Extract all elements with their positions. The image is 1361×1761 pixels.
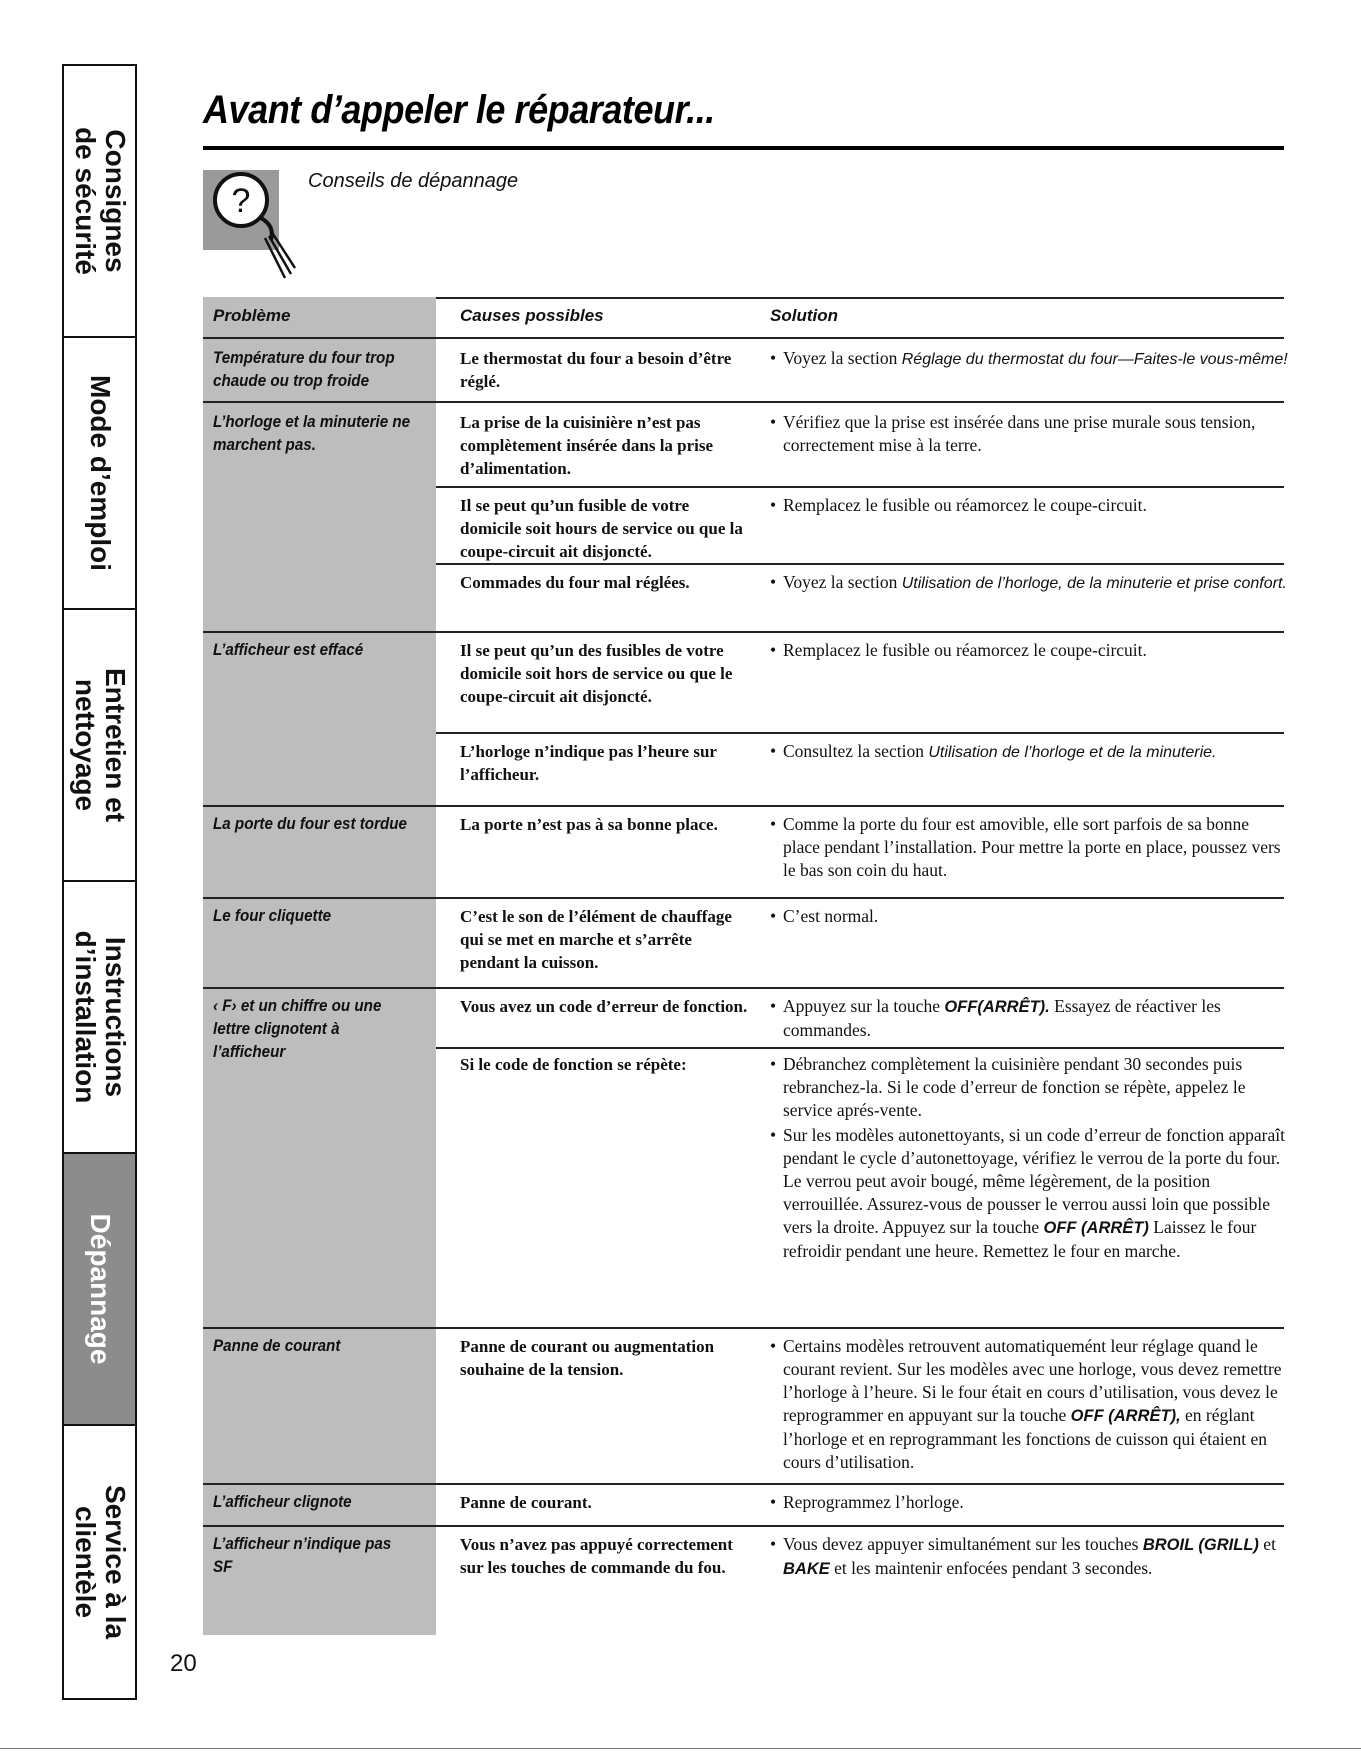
- tab-service-clientele[interactable]: [64, 1426, 135, 1698]
- solution-cell: • Débranchez complètement la cuisinière pendant 30 secondes puis rebranchez-la. Si le code d’erreur de fonction se répète, appelez le service aprés-vente. • Sur les modèles autonettoyants, si un code d’erreur de fonction apparaît pendant le cycle d’autonettoyage, vérifiez le verrou de la porte du four. Le verrou peut avoir bougé, même légèrement, de la position verrouillée. Assurez-vous de pousser le verrou aussi loin que possible vers la droite. Appuyez sur la touche OFF (ARRÊT) Laissez le four refroidir pendant une heure. Remettez le four en marche.: [770, 1053, 1290, 1263]
- problem-cell: Température du four trop chaude ou trop froide: [213, 349, 395, 390]
- row-divider: [203, 897, 1284, 899]
- tab-consignes-securite[interactable]: [64, 66, 135, 338]
- problem-cell: L’afficheur n’indique pas SF: [213, 1535, 392, 1576]
- problem-cell: L’afficheur est effacé: [213, 641, 364, 659]
- section-tabs: [62, 64, 137, 1700]
- tab-mode-emploi[interactable]: [64, 338, 135, 610]
- tab-instructions-installation[interactable]: [64, 882, 135, 1154]
- solution-cell: • Certains modèles retrouvent automatiquemént leur réglage quand le courant revient. Sur les modèles avec une horloge, vous devez remettre l’horloge à l’heure. Si le four était en cours d’utilisation, vous devez le reprogrammer en appuyant sur la touche OFF (ARRÊT), en réglant l’horloge et en reprogrammant les fonctions de cuisson qui étaient en cours d’utilisation.: [770, 1335, 1290, 1474]
- problem-column-background: [203, 297, 436, 1635]
- tab-label: Dépannage: [84, 1213, 116, 1365]
- solution-cell: • Consultez la section Utilisation de l’horloge et de la minuterie.: [770, 740, 1290, 764]
- solution-cell: • Remplacez le fusible ou réamorcez le coupe-circuit.: [770, 639, 1290, 662]
- problem-cell: Panne de courant: [213, 1337, 341, 1355]
- bottom-divider: [0, 1748, 1361, 1749]
- row-divider: [203, 631, 1284, 633]
- cause-cell: L’horloge n’indique pas l’heure sur l’afficheur.: [460, 742, 717, 784]
- cause-cell: C’est le son de l’élément de chauffage qui se met en marche et s’arrête pendant la cuisson.: [460, 907, 732, 972]
- page-number: 20: [170, 1650, 197, 1677]
- svg-text:?: ?: [231, 182, 251, 220]
- table-header-row: [203, 297, 1284, 337]
- problem-cell: Le four cliquette: [213, 907, 332, 925]
- tab-depannage[interactable]: [64, 1154, 135, 1426]
- solution-cell: • Vous devez appuyer simultanément sur les touches BROIL (GRILL) et BAKE et les maintenir enfocées pendant 3 secondes.: [770, 1533, 1290, 1581]
- title-divider: [203, 146, 1284, 150]
- problem-cell: La porte du four est tordue: [213, 815, 407, 833]
- cause-cell: Panne de courant ou augmentation souhaine de la tension.: [460, 1337, 715, 1379]
- cause-cell: Vous n’avez pas appuyé correctement sur les touches de commande du fou.: [460, 1535, 733, 1577]
- cause-cell: Panne de courant.: [460, 1493, 592, 1512]
- solution-cell: • Voyez la section Réglage du thermostat du four—Faites-le vous-même!: [770, 347, 1290, 371]
- tab-label: Mode d’emploi: [84, 375, 116, 571]
- cause-cell: La prise de la cuisinière n’est pas complètement insérée dans la prise d’alimentation.: [460, 413, 714, 478]
- row-divider: [203, 337, 1284, 339]
- row-divider: [203, 1327, 1284, 1329]
- solution-cell: • Voyez la section Utilisation de l’horloge, de la minuterie et prise confort.: [770, 571, 1290, 595]
- row-divider: [436, 486, 1284, 488]
- tab-label: Consignes de sécurité: [69, 127, 131, 275]
- solution-cell: • Remplacez le fusible ou réamorcez le coupe-circuit.: [770, 494, 1290, 517]
- solution-cell: • Comme la porte du four est amovible, elle sort parfois de sa bonne place pendant l’installation. Pour mettre la porte en place, poussez vers le bas son coin du haut.: [770, 813, 1290, 882]
- header-solution: Solution: [770, 306, 838, 325]
- cause-cell: Si le code de fonction se répète:: [460, 1055, 687, 1074]
- row-divider: [436, 732, 1284, 734]
- row-divider: [436, 297, 1284, 299]
- solution-cell: • C’est normal.: [770, 905, 1290, 928]
- problem-cell: L’afficheur clignote: [213, 1493, 352, 1511]
- question-mark-icon: [203, 168, 303, 288]
- row-divider: [203, 1525, 1284, 1527]
- row-divider: [203, 401, 1284, 403]
- tab-entretien-nettoyage[interactable]: [64, 610, 135, 882]
- page-title: Avant d’appeler le réparateur...: [203, 88, 715, 132]
- tab-label: Instructions d’installation: [69, 930, 131, 1104]
- row-divider: [203, 987, 1284, 989]
- row-divider: [436, 563, 1284, 565]
- tab-label: Entretien et nettoyage: [69, 667, 131, 823]
- solution-cell: • Reprogrammez l’horloge.: [770, 1491, 1290, 1514]
- cause-cell: La porte n’est pas à sa bonne place.: [460, 815, 718, 834]
- cause-cell: Il se peut qu’un des fusibles de votre domicile soit hors de service ou que le coupe-circuit ait disjoncté.: [460, 641, 733, 706]
- solution-cell: • Vérifiez que la prise est insérée dans une prise murale sous tension, correctement mise à la terre.: [770, 411, 1290, 457]
- solution-cell: • Appuyez sur la touche OFF(ARRÊT). Essayez de réactiver les commandes.: [770, 995, 1290, 1042]
- header-problem: Problème: [213, 306, 291, 325]
- row-divider: [203, 1483, 1284, 1485]
- row-divider: [203, 805, 1284, 807]
- problem-cell: ‹ F› et un chiffre ou une lettre clignotent à l’afficheur: [213, 997, 382, 1061]
- header-causes: Causes possibles: [460, 306, 604, 325]
- row-divider: [436, 1047, 1284, 1049]
- tab-label: Service à la clientèle: [69, 1484, 131, 1640]
- cause-cell: Il se peut qu’un fusible de votre domicile soit hours de service ou que la coupe-circuit ait disjoncté.: [460, 496, 743, 561]
- page-subtitle: Conseils de dépannage: [308, 170, 519, 192]
- cause-cell: Vous avez un code d’erreur de fonction.: [460, 997, 748, 1016]
- cause-cell: Commades du four mal réglées.: [460, 573, 690, 592]
- problem-cell: L’horloge et la minuterie ne marchent pas.: [213, 413, 411, 454]
- cause-cell: Le thermostat du four a besoin d’être réglé.: [460, 349, 732, 391]
